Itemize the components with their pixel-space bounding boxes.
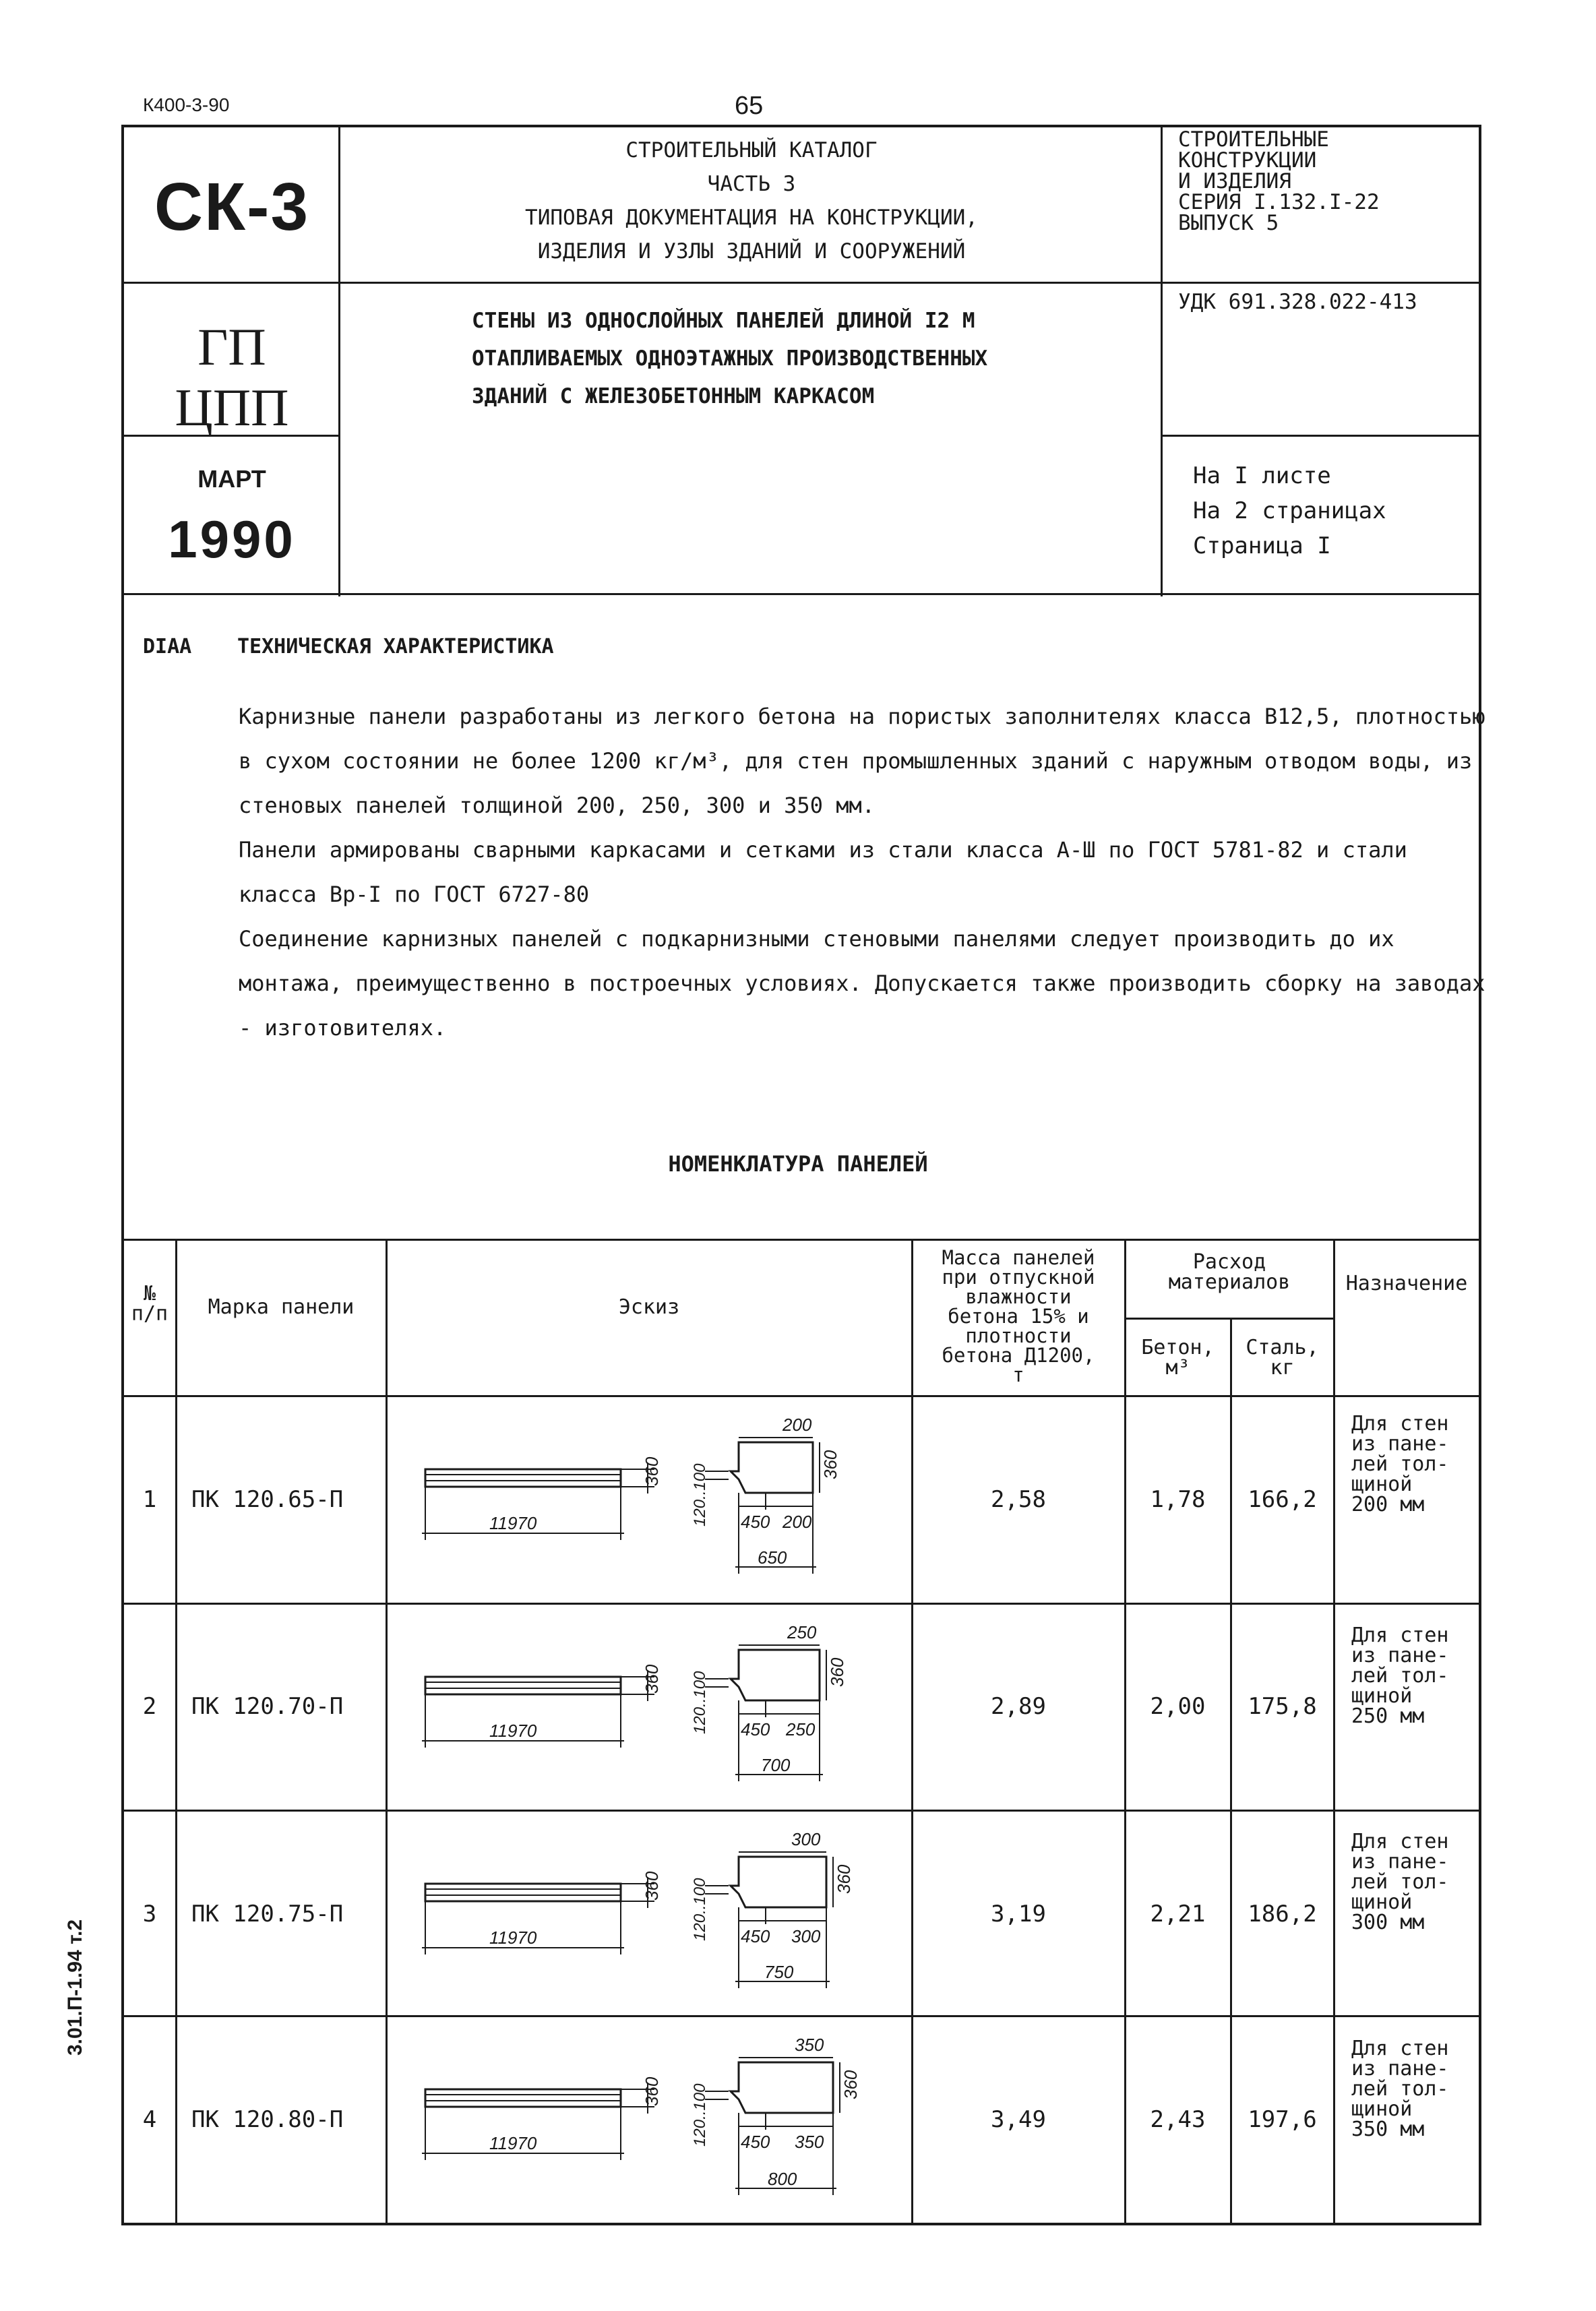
table-top bbox=[121, 1239, 1480, 1241]
header-mass-line: плотности bbox=[965, 1324, 1072, 1347]
table-bottom bbox=[121, 2223, 1481, 2225]
purpose-line: лей тол- bbox=[1351, 1870, 1449, 1894]
catalog-line: ТИПОВАЯ ДОКУМЕНТАЦИЯ НА КОНСТРУКЦИИ, bbox=[525, 206, 978, 230]
nomenclature-title: НОМЕНКЛАТУРА ПАНЕЛЕЙ bbox=[668, 1151, 928, 1177]
purpose-line: Для стен bbox=[1351, 1624, 1449, 1647]
margin-code: 3.01.П-1.94 т.2 bbox=[64, 1919, 86, 2056]
panel-elevation bbox=[425, 1884, 621, 1901]
dim-top: 250 bbox=[787, 1622, 817, 1642]
panel-section bbox=[731, 1442, 813, 1493]
purpose-line: лей тол- bbox=[1351, 1452, 1449, 1476]
header-num bbox=[124, 1284, 175, 1324]
row-mass: 3,19 bbox=[991, 1901, 1046, 1928]
header-consumption bbox=[1126, 1252, 1333, 1293]
panel-elevation bbox=[425, 1469, 621, 1487]
dim-top: 200 bbox=[782, 1415, 812, 1435]
catalog-badge: СК-3 bbox=[154, 169, 310, 245]
col-line-2 bbox=[386, 1239, 388, 2224]
purpose-line: 200 мм bbox=[1351, 1493, 1425, 1516]
dim-total: 800 bbox=[768, 2169, 797, 2189]
dim-bottom: 450 bbox=[741, 1719, 770, 1739]
sheet-line: На 2 страницах bbox=[1193, 497, 1386, 524]
purpose-line: щиной bbox=[1351, 1473, 1413, 1496]
subject-line: ЗДАНИЙ С ЖЕЛЕЗОБЕТОННЫМ КАРКАСОМ bbox=[472, 384, 875, 408]
dim-bottom: 450 bbox=[741, 1512, 770, 1532]
dim-lip: 120..100 bbox=[691, 1878, 709, 1941]
paragraph: Соединение карнизных панелей с подкарнизными стеновыми панелями следует производить до их монтажа, преимущественно в построечных условиях. Допускается также производить сборку на заводах - изготовителях. bbox=[239, 926, 1485, 1041]
dim-lip: 120..100 bbox=[691, 1463, 709, 1527]
header-steel-line: кг bbox=[1270, 1356, 1295, 1380]
header-steel bbox=[1231, 1338, 1333, 1378]
catalog-title bbox=[344, 133, 1159, 268]
header-num-line: п/п bbox=[131, 1302, 168, 1326]
subject-line: ОТАПЛИВАЕМЫХ ОДНОЭТАЖНЫХ ПРОИЗВОДСТВЕННЫХ bbox=[472, 346, 988, 371]
panel-sketch-4 bbox=[388, 2019, 910, 2221]
dim-height: 360 bbox=[642, 1871, 662, 1901]
dim-section-height: 360 bbox=[840, 2070, 861, 2099]
panel-elevation bbox=[425, 2089, 621, 2107]
paragraph: Карнизные панели разработаны из легкого бетона на пористых заполнителях класса В12,5, плотностью в сухом состоянии не более 1200 кг/м³, для стен промышленных зданий с наружным отводом воды, из стеновых панелей толщиной 200, 250, 300 и 350 мм. bbox=[239, 704, 1485, 818]
row-num: 3 bbox=[142, 1901, 157, 1928]
sheet-info bbox=[1193, 458, 1386, 563]
header-mass-line: бетона Д1200, bbox=[942, 1344, 1095, 1367]
dim-lip: 120..100 bbox=[691, 1671, 709, 1734]
panel-section bbox=[731, 1857, 826, 1907]
catalog-line: ИЗДЕЛИЯ И УЗЛЫ ЗДАНИЙ И СООРУЖЕНИЙ bbox=[537, 239, 966, 264]
header-mass bbox=[913, 1248, 1124, 1385]
row-purpose bbox=[1351, 2039, 1476, 2140]
dim-bottom: 450 bbox=[741, 2132, 770, 2152]
paragraph: Панели армированы сварными каркасами и сетками из стали класса А-Ш по ГОСТ 5781-82 и стали класса Вр-I по ГОСТ 6727-80 bbox=[239, 837, 1407, 907]
header-num-line: № bbox=[143, 1282, 156, 1305]
row-purpose bbox=[1351, 1414, 1476, 1515]
document-code: К400-3-90 bbox=[143, 94, 230, 115]
udk-code: УДК 691.328.022-413 bbox=[1178, 290, 1417, 314]
row-purpose bbox=[1351, 1832, 1476, 1933]
dim-height: 360 bbox=[642, 1456, 662, 1486]
row-mark: ПК 120.80-П bbox=[191, 2106, 344, 2133]
header-purpose: Назначение bbox=[1345, 1272, 1468, 1295]
dim-right: 200 bbox=[782, 1512, 812, 1532]
purpose-line: 300 мм bbox=[1351, 1911, 1425, 1934]
table-header-bottom bbox=[121, 1395, 1480, 1397]
dim-height: 360 bbox=[642, 1664, 662, 1694]
subject-line: СТЕНЫ ИЗ ОДНОСЛОЙНЫХ ПАНЕЛЕЙ ДЛИНОЙ I2 М bbox=[472, 309, 975, 333]
header-consumption-line: Расход bbox=[1192, 1250, 1266, 1274]
header-sketch: Эскиз bbox=[618, 1295, 680, 1319]
header-bottom bbox=[121, 593, 1480, 595]
row-mass: 2,89 bbox=[991, 1693, 1046, 1720]
header-mass-line: т bbox=[1012, 1363, 1024, 1386]
panel-sketch-2 bbox=[388, 1606, 910, 1808]
row-mass: 2,58 bbox=[991, 1486, 1046, 1513]
organization-line-1: ГП bbox=[197, 317, 266, 376]
col-line-4 bbox=[1124, 1239, 1126, 2224]
purpose-line: Для стен bbox=[1351, 1412, 1449, 1436]
series-line: ВЫПУСК 5 bbox=[1178, 211, 1279, 235]
row-num: 2 bbox=[142, 1693, 157, 1720]
purpose-line: из пане- bbox=[1351, 1644, 1449, 1667]
row-mark: ПК 120.65-П bbox=[191, 1486, 344, 1513]
purpose-line: из пане- bbox=[1351, 1850, 1449, 1874]
purpose-line: из пане- bbox=[1351, 1432, 1449, 1456]
header-steel-line: Сталь, bbox=[1246, 1336, 1319, 1359]
purpose-line: щиной bbox=[1351, 1684, 1413, 1708]
row-steel: 197,6 bbox=[1248, 2106, 1317, 2133]
dim-right: 350 bbox=[795, 2132, 824, 2152]
panel-section bbox=[731, 2062, 833, 2113]
dim-total: 750 bbox=[764, 1962, 794, 1982]
dim-length: 11970 bbox=[489, 1513, 537, 1533]
purpose-line: 350 мм bbox=[1351, 2118, 1425, 2141]
sheet-line: Страница I bbox=[1193, 532, 1331, 559]
row-concrete: 2,00 bbox=[1150, 1693, 1206, 1720]
panel-sketch-1 bbox=[388, 1398, 910, 1601]
consumption-divider bbox=[1124, 1318, 1333, 1320]
dim-total: 650 bbox=[758, 1547, 787, 1568]
purpose-line: лей тол- bbox=[1351, 1664, 1449, 1688]
dim-right: 300 bbox=[791, 1926, 821, 1946]
header-mass-line: влажности bbox=[965, 1285, 1072, 1308]
subject-title bbox=[472, 302, 1146, 415]
purpose-line: щиной bbox=[1351, 2097, 1413, 2121]
row-line-2 bbox=[121, 1810, 1480, 1812]
header-consumption-line: материалов bbox=[1168, 1270, 1291, 1294]
row-concrete: 2,43 bbox=[1150, 2106, 1206, 2133]
row-concrete: 1,78 bbox=[1150, 1486, 1206, 1513]
dim-section-height: 360 bbox=[834, 1864, 854, 1894]
dim-top: 300 bbox=[791, 1829, 821, 1849]
row-line-3 bbox=[121, 2015, 1480, 2017]
col-line-1 bbox=[175, 1239, 177, 2224]
organization-line-2: ЦПП bbox=[175, 378, 289, 437]
header-mark: Марка панели bbox=[208, 1295, 355, 1319]
header-mass-line: бетона 15% и bbox=[948, 1305, 1089, 1328]
purpose-line: лей тол- bbox=[1351, 2077, 1449, 2101]
header-concrete-line: Бетон, bbox=[1141, 1336, 1215, 1359]
dim-section-height: 360 bbox=[827, 1657, 847, 1687]
catalog-line: СТРОИТЕЛЬНЫЙ КАТАЛОГ bbox=[625, 138, 878, 162]
dim-length: 11970 bbox=[489, 2133, 537, 2153]
header-divider-2 bbox=[1161, 125, 1163, 596]
row-steel: 175,8 bbox=[1248, 1693, 1317, 1720]
row-mass: 3,49 bbox=[991, 2106, 1046, 2133]
purpose-line: Для стен bbox=[1351, 2037, 1449, 2060]
series-line: СТРОИТЕЛЬНЫЕ bbox=[1178, 127, 1329, 152]
section-code: DIAA bbox=[143, 635, 192, 658]
row-purpose bbox=[1351, 1626, 1476, 1727]
row-mark: ПК 120.70-П bbox=[191, 1693, 344, 1720]
dim-total: 700 bbox=[761, 1755, 791, 1775]
dim-bottom: 450 bbox=[741, 1926, 770, 1946]
sheet-line: На I листе bbox=[1193, 462, 1331, 489]
series-line: И ИЗДЕЛИЯ bbox=[1178, 169, 1291, 193]
series-line: КОНСТРУКЦИИ bbox=[1178, 148, 1317, 173]
purpose-line: щиной bbox=[1351, 1890, 1413, 1914]
col-line-6 bbox=[1333, 1239, 1335, 2224]
col-line-3 bbox=[911, 1239, 913, 2224]
organization bbox=[124, 317, 340, 438]
section-title: ТЕХНИЧЕСКАЯ ХАРАКТЕРИСТИКА bbox=[237, 635, 554, 658]
row-mark: ПК 120.75-П bbox=[191, 1901, 344, 1928]
row-line-1 bbox=[121, 1603, 1480, 1605]
series-line: СЕРИЯ I.132.I-22 bbox=[1178, 190, 1380, 214]
dim-height: 360 bbox=[642, 2076, 662, 2106]
issue-month: МАРТ bbox=[197, 465, 266, 493]
series-info bbox=[1178, 129, 1502, 234]
row-num: 4 bbox=[142, 2106, 157, 2133]
dim-section-height: 360 bbox=[820, 1450, 840, 1479]
page-number: 65 bbox=[735, 92, 764, 120]
dim-right: 250 bbox=[786, 1719, 816, 1739]
header-row-line-2a bbox=[1161, 435, 1480, 437]
dim-length: 11970 bbox=[489, 1721, 537, 1741]
row-steel: 186,2 bbox=[1248, 1901, 1317, 1928]
row-steel: 166,2 bbox=[1248, 1486, 1317, 1513]
header-concrete bbox=[1126, 1338, 1230, 1378]
row-num: 1 bbox=[142, 1486, 157, 1513]
dim-lip: 120..100 bbox=[691, 2083, 709, 2147]
header-mass-line: Масса панелей bbox=[942, 1246, 1095, 1269]
header-row-line-1 bbox=[121, 282, 1480, 284]
header-mass-line: при отпускной bbox=[942, 1266, 1095, 1289]
panel-elevation bbox=[425, 1677, 621, 1694]
catalog-line: ЧАСТЬ 3 bbox=[707, 172, 796, 196]
issue-year: 1990 bbox=[168, 510, 296, 569]
panel-section bbox=[731, 1650, 820, 1700]
panel-sketch-3 bbox=[388, 1813, 910, 2014]
dim-length: 11970 bbox=[489, 1928, 537, 1948]
col-line-5 bbox=[1230, 1318, 1232, 2224]
header-concrete-line: м³ bbox=[1165, 1356, 1190, 1380]
purpose-line: Для стен bbox=[1351, 1830, 1449, 1853]
purpose-line: 250 мм bbox=[1351, 1704, 1425, 1728]
row-concrete: 2,21 bbox=[1150, 1901, 1206, 1928]
purpose-line: из пане- bbox=[1351, 2057, 1449, 2081]
dim-top: 350 bbox=[795, 2035, 824, 2055]
